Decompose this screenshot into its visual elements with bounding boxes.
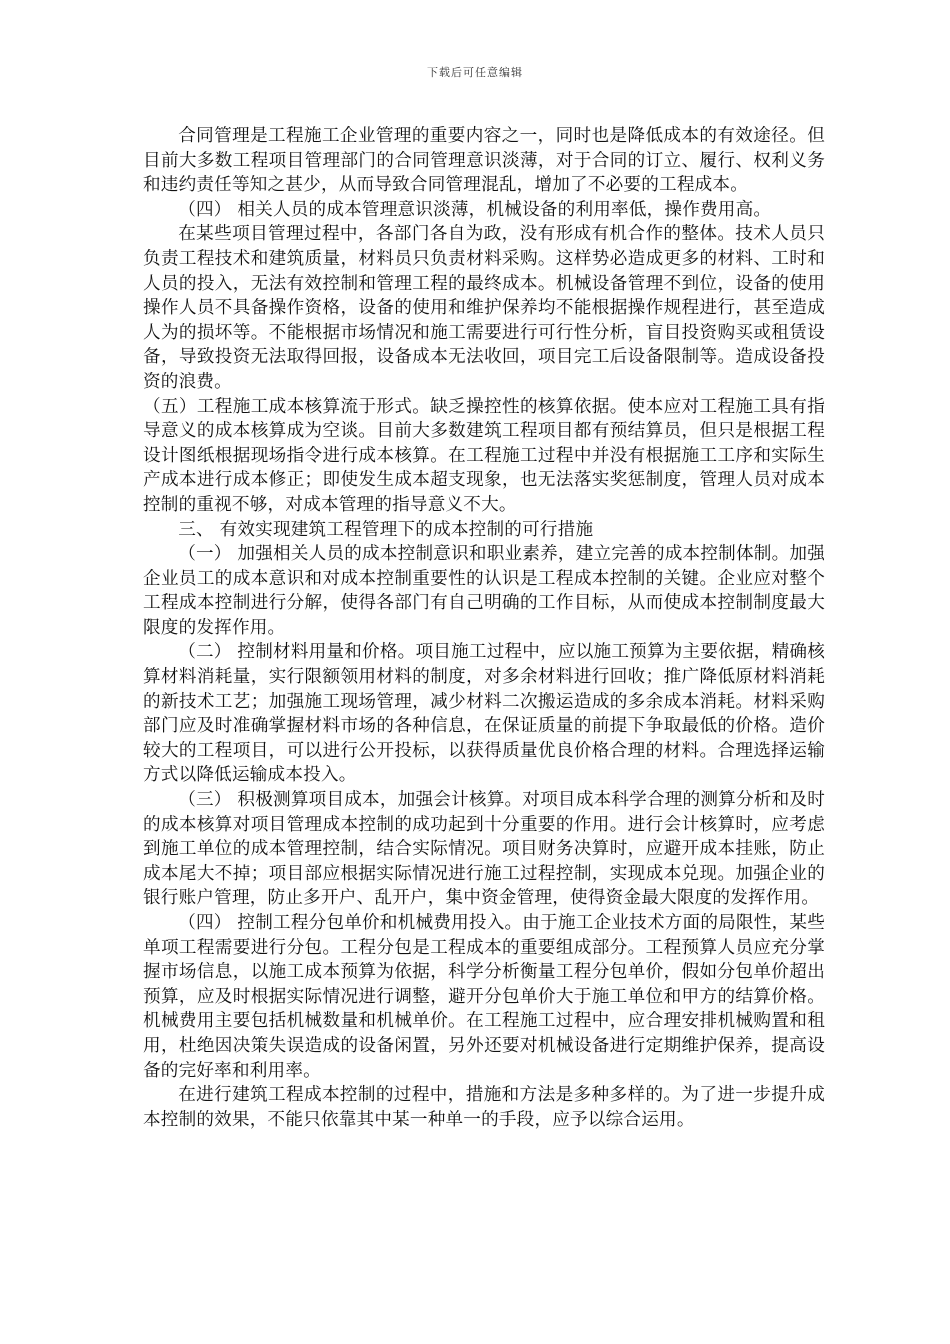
paragraph-conclusion: 在进行建筑工程成本控制的过程中，措施和方法是多种多样的。为了进一步提升成本控制的效果，不能只依靠其中某一种单一的手段，应予以综合运用。 [143,1085,825,1130]
section-three-heading: 三、 有效实现建筑工程管理下的成本控制的可行措施 [178,519,594,540]
paragraph-department-coordination: 在某些项目管理过程中，各部门各自为政，没有形成有机合作的整体。技术人员只负责工程技术和建筑质量，材料员只负责材料采购。这样势必造成更多的材料、工时和人员的投入，无法有效控制和管理工程的最终成本。机械设备管理不到位，设备的使用操作人员不具备操作资格，设备的使用和维护保养均不能根据操作规程进行，甚至造成人为的损坏等。不能根据市场情况和施工需要进行可行性分析，盲目投资购买或租赁设备，导致投资无法取得回报，设备成本无法收回，项目完工后设备限制等。造成设备投资的浪费。 [143,224,825,392]
document-body [143,124,825,1132]
page-header: 下载后可任意编辑 [427,66,523,79]
paragraph-section-five: （五）工程施工成本核算流于形式。缺乏操控性的核算依据。使本应对工程施工具有指导意义的成本核算成为空谈。目前大多数建筑工程项目都有预结算员，但只是根据工程设计图纸根据现场指令进行成本核算。在工程施工过程中并没有根据施工工序和实际生产成本进行成本修正；即使发生成本超支现象，也无法落实奖惩制度，管理人员对成本控制的重视不够，对成本管理的指导意义不大。 [143,396,825,515]
paragraph-measure-three: （三） 积极测算项目成本，加强会计核算。对项目成本科学合理的测算分析和及时的成本核算对项目管理成本控制的成功起到十分重要的作用。进行会计核算时，应考虑到施工单位的成本管理控制，结合实际情况。项目财务决算时，应避开成本挂账，防止成本尾大不掉；项目部应根据实际情况进行施工过程控制，实现成本兑现。加强企业的银行账户管理，防止多开户、乱开户，集中资金管理，使得资金最大限度的发挥作用。 [143,790,825,909]
paragraph-contract-management: 合同管理是工程施工企业管理的重要内容之一，同时也是降低成本的有效途径。但目前大多数工程项目管理部门的合同管理意识淡薄，对于合同的订立、履行、权利义务和违约责任等知之甚少，从而导致合同管理混乱，增加了不必要的工程成本。 [143,126,825,196]
paragraph-section-four-heading: （四） 相关人员的成本管理意识淡薄，机械设备的利用率低，操作费用高。 [178,199,772,220]
paragraph-measure-four: （四） 控制工程分包单价和机械费用投入。由于施工企业技术方面的局限性，某些单项工程需要进行分包。工程分包是工程成本的重要组成部分。工程预算人员应充分掌握市场信息，以施工成本预算为依据，科学分析衡量工程分包单价，假如分包单价超出预算，应及时根据实际情况进行调整，避开分包单价大于施工单位和甲方的结算价格。机械费用主要包括机械数量和机械单价。在工程施工过程中，应合理安排机械购置和租用，杜绝因决策失误造成的设备闲置，另外还要对机械设备进行定期维护保养，提高设备的完好率和利用率。 [143,913,825,1081]
paragraph-measure-one: （一） 加强相关人员的成本控制意识和职业素养，建立完善的成本控制体制。加强企业员工的成本意识和对成本控制重要性的认识是工程成本控制的关键。企业应对整个工程成本控制进行分解，使得各部门有自己明确的工作目标，从而使成本控制制度最大限度的发挥作用。 [143,544,825,638]
paragraph-measure-two: （二） 控制材料用量和价格。项目施工过程中，应以施工预算为主要依据，精确核算材料消耗量，实行限额领用材料的制度，对多余材料进行回收；推广降低原材料消耗的新技术工艺；加强施工现场管理，减少材料二次搬运造成的多余成本消耗。材料采购部门应及时准确掌握材料市场的各种信息，在保证质量的前提下争取最低的价格。造价较大的工程项目，可以进行公开投标，以获得质量优良价格合理的材料。合理选择运输方式以降低运输成本投入。 [143,642,825,786]
